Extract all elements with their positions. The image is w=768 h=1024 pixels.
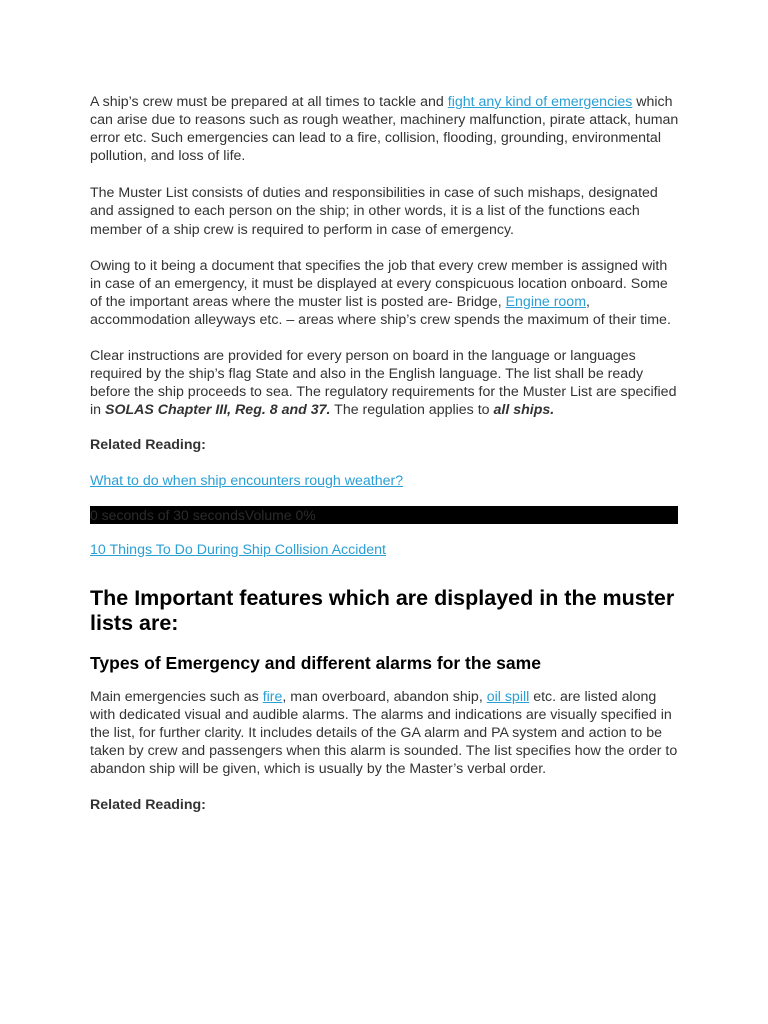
link-collision-accident[interactable]: 10 Things To Do During Ship Collision Accident bbox=[90, 541, 387, 558]
paragraph-main-emergencies bbox=[90, 688, 680, 778]
all-ships-emphasis: all ships. bbox=[493, 402, 555, 419]
link-oil-spill[interactable]: oil spill bbox=[486, 688, 530, 705]
related-reading-label: Related Reading: bbox=[90, 796, 206, 813]
related-reading-label: Related Reading: bbox=[90, 437, 206, 454]
link-fight-emergencies[interactable]: fight any kind of emergencies bbox=[447, 94, 633, 110]
subheading-emergency-types: Types of Emergency and different alarms for the same bbox=[90, 652, 541, 673]
paragraph-instructions bbox=[90, 347, 680, 419]
paragraph-text: etc. are listed along with dedicated visual and audible alarms. The alarms and indications are visually specified in the list, for further clarity. It includes details of the GA alarm and PA system and action to be taken by crew and passengers when this alarm is sounded. The list specifies how the order to abandon ship will be given, which is usually by the Master’s verbal order. bbox=[90, 688, 678, 777]
link-rough-weather[interactable]: What to do when ship encounters rough weather? bbox=[90, 472, 404, 489]
paragraph-muster-list: The Muster List consists of duties and responsibilities in case of such mishaps, designated and assigned to each person on the ship; in other words, it is a list of the functions each member of a ship crew is required to perform in case of emergency. bbox=[90, 185, 658, 238]
paragraph-text: which can arise due to reasons such as rough weather, machinery malfunction, pirate attack, human error etc. Such emergencies can lead to a fire, collision, flooding, grounding, environmental pollution, and loss of life. bbox=[90, 94, 679, 165]
link-fire[interactable]: fire bbox=[262, 688, 283, 705]
solas-reference: SOLAS Chapter III, Reg. 8 and 37. bbox=[104, 402, 331, 419]
paragraph-display-locations bbox=[90, 257, 680, 329]
related-link-item bbox=[90, 541, 680, 559]
paragraph-text: , accommodation alleyways etc. – areas where ship’s crew spends the maximum of their time. bbox=[90, 293, 671, 328]
related-link-item bbox=[90, 472, 680, 490]
paragraph-emergencies bbox=[90, 93, 680, 165]
paragraph-text: The regulation applies to bbox=[330, 402, 494, 419]
heading-important-features: The Important features which are displayed in the muster lists are: bbox=[90, 585, 675, 635]
paragraph-text: Owing to it being a document that specifies the job that every crew member is assigned with in case of an emergency, it must be displayed at every conspicuous location onboard. Some of the important areas where the muster list is posted are- Bridge, bbox=[90, 257, 668, 310]
paragraph-text: , man overboard, abandon ship, bbox=[282, 688, 487, 705]
paragraph-text: A ship’s crew must be prepared at all times to tackle and bbox=[90, 94, 448, 110]
link-engine-room[interactable]: Engine room bbox=[505, 293, 587, 310]
paragraph-text: Clear instructions are provided for every person on board in the language or languages required by the ship’s flag State and also in the English language. The list shall be ready before the ship proceeds to sea. The regulatory requirements for the Muster List are specified in bbox=[90, 348, 677, 419]
video-player-bar[interactable]: 0 seconds of 30 secondsVolume 0% bbox=[90, 506, 678, 524]
article-body bbox=[90, 93, 680, 814]
paragraph-text: Main emergencies such as bbox=[90, 688, 263, 705]
